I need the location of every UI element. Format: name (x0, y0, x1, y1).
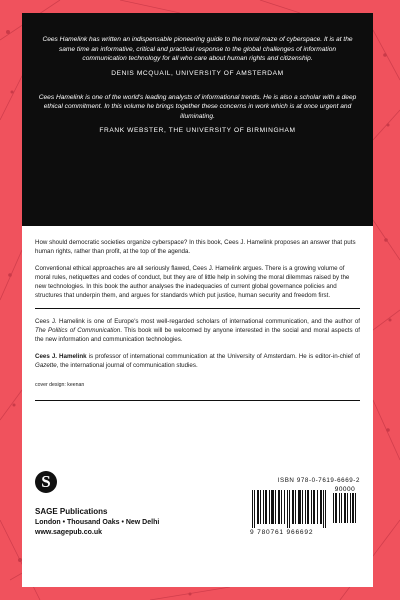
author-bio (35, 352, 360, 370)
publisher-website: www.sagepub.co.uk (35, 529, 103, 536)
author-note-book-title: The Politics of Communication (35, 327, 121, 334)
description-paragraph-1: How should democratic societies organize cyberspace? In this book, Cees J. Hamelink proposes an answer that puts human rights, rather than profit, at the top of the agenda. (35, 239, 356, 255)
author-bio-journal: Gazette (35, 362, 57, 369)
divider-line (35, 308, 360, 309)
cover-design-credit: cover design: keenan (35, 382, 85, 388)
endorsement-quote-1: Cees Hamelink has written an indispensable pioneering guide to the moral maze of cyberspace. It is at the same time an informative, critical and practical response to the global challenges of information communication technology for all who care about human rights and citizenship. (42, 36, 353, 62)
endorsement-quote-2: Cees Hamelink is one of the world's leading analysts of informational trends. He is also a scholar with a deep ethical commitment. In this volume he brings together these concerns in work which is at once urgent and illuminating. (38, 93, 357, 120)
back-cover-panel (22, 13, 373, 587)
price-addon (332, 486, 358, 528)
endorsement-attribution-2: FRANK WEBSTER, THE UNIVERSITY OF BIRMINGHAM (99, 127, 296, 134)
isbn-digits: 9 780761 966692 (250, 529, 314, 536)
price-addon-code: 90000 (334, 486, 356, 493)
publisher-cities: London • Thousand Oaks • New Delhi (35, 519, 160, 526)
author-note-text: Cees J. Hamelink is one of Europe's most well-regarded scholars of international communication, and the author of (35, 318, 360, 325)
isbn-barcode-block (250, 477, 360, 536)
author-bio-text: is professor of international communication at the University of Amsterdam. He is editor-in-chief of (86, 353, 360, 360)
author-note (35, 317, 360, 344)
addon-barcode-icon (332, 493, 358, 523)
ean-barcode-icon (250, 490, 328, 528)
footer-divider (35, 400, 360, 401)
author-bio-name: Cees J. Hamelink (35, 353, 87, 360)
sage-logo-icon: S (35, 471, 57, 493)
book-description (22, 226, 373, 401)
barcode (250, 486, 360, 528)
author-note-text-end: . This book will be welcomed by anyone interested in the social and moral aspects of the new information and communication technologies. (35, 327, 360, 343)
description-paragraph-2: Conventional ethical approaches are all seriously flawed, Cees J. Hamelink argues. There is a growing volume of moral rules, netiquettes and codes of conduct, but they are of little help in solving the moral dilemmas raised by the new technologies. In this book the author analyses the inadequacies of current global governance policies and structures that underpin them, and argues for standards which put justice, human security and freedom first. (35, 265, 350, 299)
endorsements-block (22, 13, 373, 226)
isbn-label: ISBN 978-0-7619-6669-2 (277, 477, 360, 484)
endorsement-attribution-1: DENIS MCQUAIL, UNIVERSITY OF AMSTERDAM (111, 69, 284, 77)
publisher-footer (35, 471, 360, 539)
publisher-name: SAGE Publications (35, 507, 108, 516)
author-bio-text-end: , the international journal of communication studies. (56, 362, 198, 369)
